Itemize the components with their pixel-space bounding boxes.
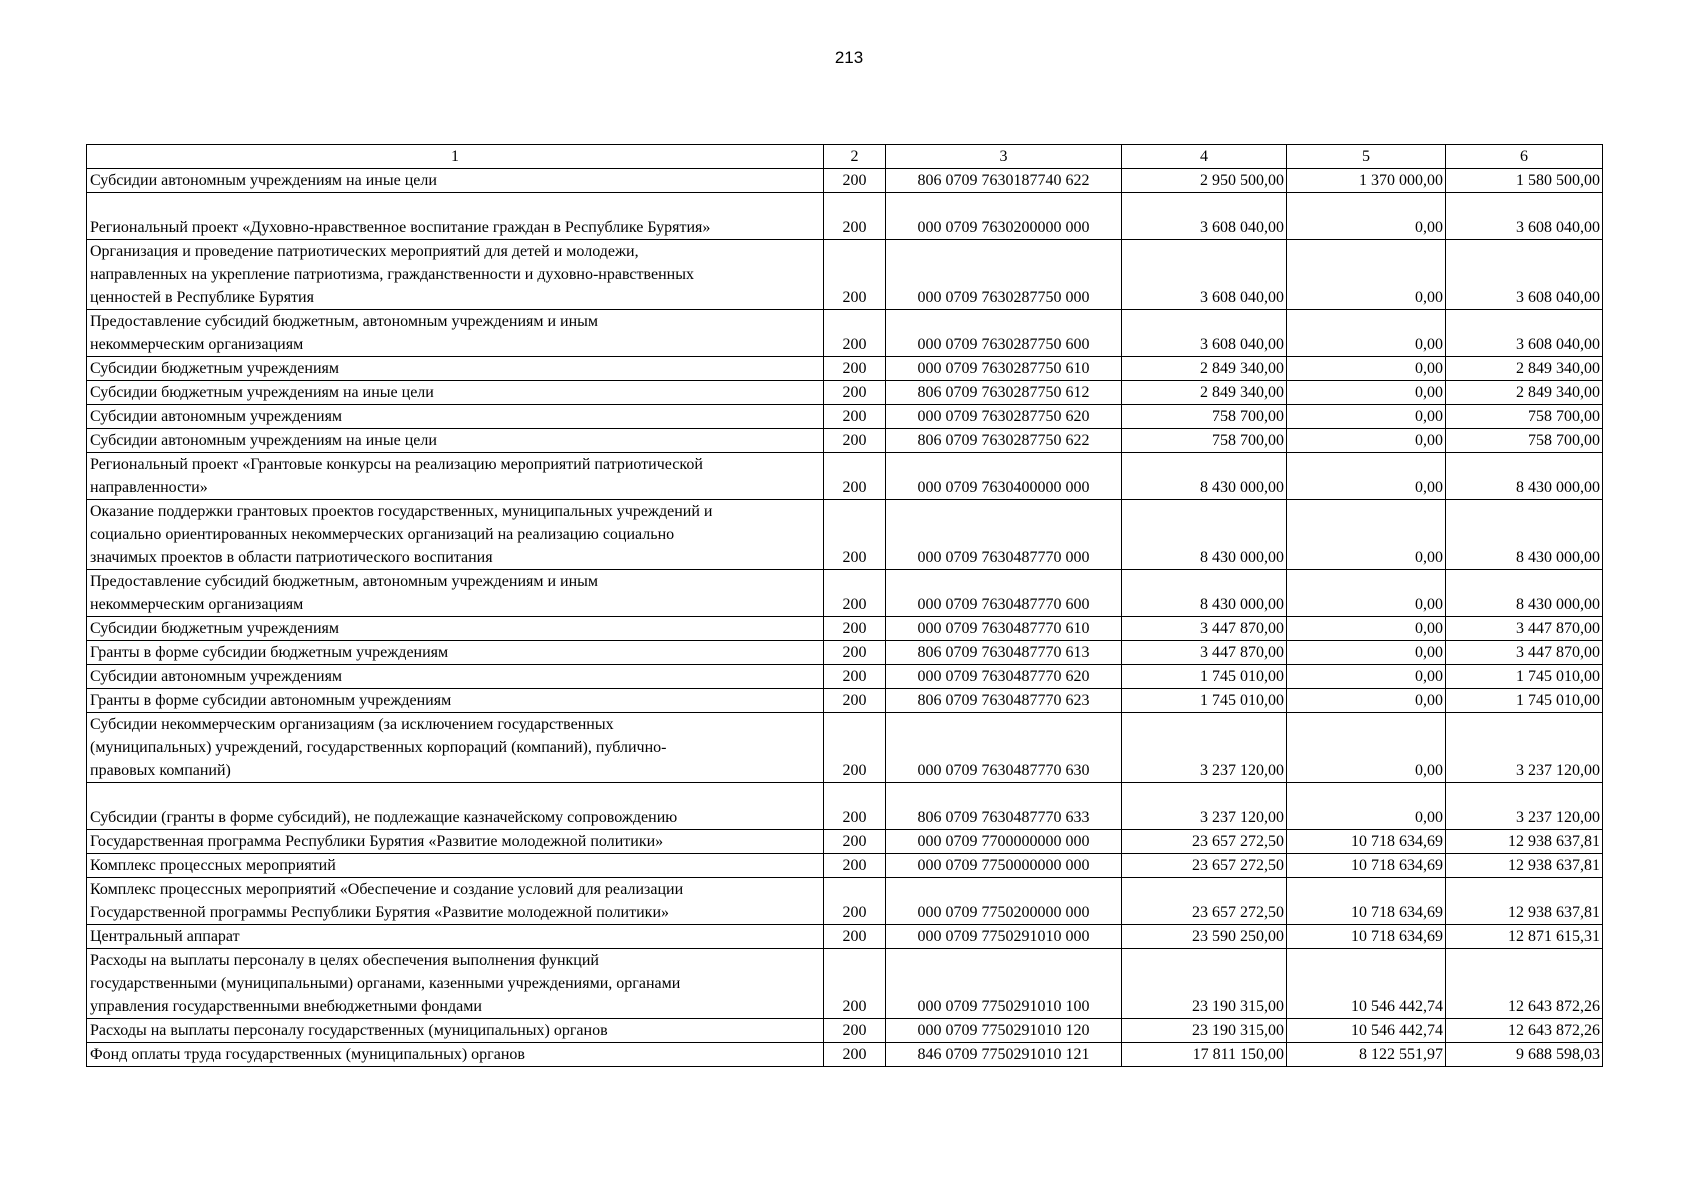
row-rc-cell: 200 xyxy=(824,713,886,783)
row-name-cell: Расходы на выплаты персоналу в целях обеспечения выполнения функций государственными (муниципальными) органами, казенными учреждениями, органами управления государственными внебюджетными фондами xyxy=(87,949,824,1019)
row-value-col4: 3 447 870,00 xyxy=(1122,617,1287,641)
row-rc-cell: 200 xyxy=(824,500,886,570)
table-row xyxy=(87,783,1603,830)
row-rc-cell: 200 xyxy=(824,357,886,381)
row-value-col6: 1 745 010,00 xyxy=(1446,665,1603,689)
column-header-6: 6 xyxy=(1446,145,1603,169)
row-rc-cell: 200 xyxy=(824,169,886,193)
row-code-cell: 000 0709 7630287750 620 xyxy=(886,405,1122,429)
row-code-cell: 000 0709 7750291010 000 xyxy=(886,925,1122,949)
table-row xyxy=(87,1019,1603,1043)
row-code-cell: 000 0709 7630487770 630 xyxy=(886,713,1122,783)
row-value-col4: 1 745 010,00 xyxy=(1122,665,1287,689)
row-value-col6: 3 608 040,00 xyxy=(1446,240,1603,310)
column-header-2: 2 xyxy=(824,145,886,169)
row-name-cell: Субсидии некоммерческим организациям (за исключением государственных (муниципальных) учреждений, государственных корпораций (компаний), публично- правовых компаний) xyxy=(87,713,824,783)
table-row xyxy=(87,830,1603,854)
row-rc-cell: 200 xyxy=(824,453,886,500)
row-value-col6: 12 643 872,26 xyxy=(1446,949,1603,1019)
row-value-col5: 10 718 634,69 xyxy=(1287,878,1446,925)
column-header-5: 5 xyxy=(1287,145,1446,169)
row-name-cell: Комплекс процессных мероприятий xyxy=(87,854,824,878)
row-name-cell: Региональный проект «Грантовые конкурсы на реализацию мероприятий патриотической направленности» xyxy=(87,453,824,500)
row-name-cell: Фонд оплаты труда государственных (муниципальных) органов xyxy=(87,1043,824,1067)
row-name-cell: Гранты в форме субсидии бюджетным учреждениям xyxy=(87,641,824,665)
row-value-col6: 8 430 000,00 xyxy=(1446,453,1603,500)
row-value-col4: 23 657 272,50 xyxy=(1122,830,1287,854)
table-row xyxy=(87,453,1603,500)
row-name-cell: Государственная программа Республики Бурятия «Развитие молодежной политики» xyxy=(87,830,824,854)
row-value-col4: 3 608 040,00 xyxy=(1122,193,1287,240)
row-code-cell: 000 0709 7630200000 000 xyxy=(886,193,1122,240)
table-row xyxy=(87,949,1603,1019)
row-value-col5: 0,00 xyxy=(1287,429,1446,453)
row-value-col5: 0,00 xyxy=(1287,310,1446,357)
table-row xyxy=(87,429,1603,453)
table-header-row xyxy=(87,145,1603,169)
row-rc-cell: 200 xyxy=(824,310,886,357)
row-code-cell: 846 0709 7750291010 121 xyxy=(886,1043,1122,1067)
row-code-cell: 806 0709 7630487770 623 xyxy=(886,689,1122,713)
row-value-col6: 3 447 870,00 xyxy=(1446,641,1603,665)
row-rc-cell: 200 xyxy=(824,830,886,854)
row-code-cell: 000 0709 7750291010 100 xyxy=(886,949,1122,1019)
row-rc-cell: 200 xyxy=(824,193,886,240)
row-value-col4: 2 950 500,00 xyxy=(1122,169,1287,193)
row-rc-cell: 200 xyxy=(824,641,886,665)
table-row xyxy=(87,925,1603,949)
row-value-col4: 17 811 150,00 xyxy=(1122,1043,1287,1067)
row-rc-cell: 200 xyxy=(824,405,886,429)
row-code-cell: 000 0709 7630287750 610 xyxy=(886,357,1122,381)
row-rc-cell: 200 xyxy=(824,854,886,878)
row-name-cell: Субсидии бюджетным учреждениям на иные цели xyxy=(87,381,824,405)
row-value-col5: 0,00 xyxy=(1287,689,1446,713)
row-name-cell: Предоставление субсидий бюджетным, автономным учреждениям и иным некоммерческим организациям xyxy=(87,570,824,617)
table-row xyxy=(87,310,1603,357)
row-rc-cell: 200 xyxy=(824,381,886,405)
row-value-col6: 3 237 120,00 xyxy=(1446,713,1603,783)
row-code-cell: 000 0709 7750291010 120 xyxy=(886,1019,1122,1043)
row-code-cell: 000 0709 7750000000 000 xyxy=(886,854,1122,878)
row-value-col5: 0,00 xyxy=(1287,240,1446,310)
row-value-col5: 0,00 xyxy=(1287,381,1446,405)
budget-table xyxy=(86,144,1603,1067)
row-value-col5: 0,00 xyxy=(1287,617,1446,641)
row-value-col6: 12 643 872,26 xyxy=(1446,1019,1603,1043)
row-name-cell: Региональный проект «Духовно-нравственное воспитание граждан в Республике Бурятия» xyxy=(87,193,824,240)
table-row xyxy=(87,854,1603,878)
row-code-cell: 806 0709 7630287750 622 xyxy=(886,429,1122,453)
row-code-cell: 000 0709 7630287750 000 xyxy=(886,240,1122,310)
row-name-cell: Субсидии автономным учреждениям xyxy=(87,405,824,429)
table-row xyxy=(87,689,1603,713)
row-value-col6: 12 938 637,81 xyxy=(1446,854,1603,878)
row-value-col5: 0,00 xyxy=(1287,641,1446,665)
table-body xyxy=(87,169,1603,1067)
column-header-4: 4 xyxy=(1122,145,1287,169)
table-row xyxy=(87,381,1603,405)
row-value-col5: 8 122 551,97 xyxy=(1287,1043,1446,1067)
row-name-cell: Организация и проведение патриотических мероприятий для детей и молодежи, направленных на укрепление патриотизма, гражданственности и духовно-нравственных ценностей в Республике Бурятия xyxy=(87,240,824,310)
row-value-col6: 12 938 637,81 xyxy=(1446,878,1603,925)
table-row xyxy=(87,878,1603,925)
row-name-cell: Комплекс процессных мероприятий «Обеспечение и создание условий для реализации Государственной программы Республики Бурятия «Развитие молодежной политики» xyxy=(87,878,824,925)
row-value-col6: 2 849 340,00 xyxy=(1446,381,1603,405)
row-code-cell: 806 0709 7630487770 613 xyxy=(886,641,1122,665)
row-value-col4: 3 608 040,00 xyxy=(1122,240,1287,310)
row-value-col4: 3 447 870,00 xyxy=(1122,641,1287,665)
row-value-col4: 758 700,00 xyxy=(1122,429,1287,453)
row-value-col5: 1 370 000,00 xyxy=(1287,169,1446,193)
row-name-cell: Субсидии бюджетным учреждениям xyxy=(87,357,824,381)
row-value-col6: 758 700,00 xyxy=(1446,429,1603,453)
row-value-col5: 10 718 634,69 xyxy=(1287,925,1446,949)
row-rc-cell: 200 xyxy=(824,429,886,453)
row-value-col6: 12 871 615,31 xyxy=(1446,925,1603,949)
row-rc-cell: 200 xyxy=(824,240,886,310)
row-value-col4: 1 745 010,00 xyxy=(1122,689,1287,713)
column-header-1: 1 xyxy=(87,145,824,169)
row-name-cell: Субсидии (гранты в форме субсидий), не подлежащие казначейскому сопровождению xyxy=(87,783,824,830)
row-value-col4: 3 608 040,00 xyxy=(1122,310,1287,357)
row-rc-cell: 200 xyxy=(824,1019,886,1043)
row-value-col4: 8 430 000,00 xyxy=(1122,500,1287,570)
row-value-col6: 1 580 500,00 xyxy=(1446,169,1603,193)
column-header-3: 3 xyxy=(886,145,1122,169)
row-value-col5: 0,00 xyxy=(1287,500,1446,570)
row-rc-cell: 200 xyxy=(824,949,886,1019)
row-value-col6: 9 688 598,03 xyxy=(1446,1043,1603,1067)
row-code-cell: 000 0709 7700000000 000 xyxy=(886,830,1122,854)
row-rc-cell: 200 xyxy=(824,617,886,641)
row-name-cell: Предоставление субсидий бюджетным, автономным учреждениям и иным некоммерческим организациям xyxy=(87,310,824,357)
row-value-col4: 3 237 120,00 xyxy=(1122,713,1287,783)
row-value-col4: 23 657 272,50 xyxy=(1122,854,1287,878)
row-value-col4: 23 190 315,00 xyxy=(1122,949,1287,1019)
row-code-cell: 806 0709 7630487770 633 xyxy=(886,783,1122,830)
row-code-cell: 806 0709 7630287750 612 xyxy=(886,381,1122,405)
page-number: 213 xyxy=(834,48,864,67)
row-code-cell: 000 0709 7630400000 000 xyxy=(886,453,1122,500)
row-code-cell: 000 0709 7630487770 620 xyxy=(886,665,1122,689)
table-row xyxy=(87,665,1603,689)
table-row xyxy=(87,500,1603,570)
row-value-col4: 23 657 272,50 xyxy=(1122,878,1287,925)
row-value-col6: 3 608 040,00 xyxy=(1446,193,1603,240)
row-value-col6: 758 700,00 xyxy=(1446,405,1603,429)
row-value-col4: 2 849 340,00 xyxy=(1122,381,1287,405)
row-value-col6: 3 237 120,00 xyxy=(1446,783,1603,830)
table-row xyxy=(87,405,1603,429)
row-value-col6: 12 938 637,81 xyxy=(1446,830,1603,854)
row-name-cell: Субсидии автономным учреждениям на иные цели xyxy=(87,169,824,193)
row-rc-cell: 200 xyxy=(824,689,886,713)
row-rc-cell: 200 xyxy=(824,665,886,689)
row-value-col4: 2 849 340,00 xyxy=(1122,357,1287,381)
row-value-col4: 8 430 000,00 xyxy=(1122,570,1287,617)
row-value-col6: 1 745 010,00 xyxy=(1446,689,1603,713)
row-value-col6: 8 430 000,00 xyxy=(1446,500,1603,570)
row-value-col5: 0,00 xyxy=(1287,570,1446,617)
row-value-col4: 23 590 250,00 xyxy=(1122,925,1287,949)
row-name-cell: Гранты в форме субсидии автономным учреждениям xyxy=(87,689,824,713)
row-name-cell: Субсидии автономным учреждениям на иные цели xyxy=(87,429,824,453)
row-rc-cell: 200 xyxy=(824,1043,886,1067)
row-rc-cell: 200 xyxy=(824,878,886,925)
row-value-col6: 8 430 000,00 xyxy=(1446,570,1603,617)
row-code-cell: 000 0709 7630487770 000 xyxy=(886,500,1122,570)
row-value-col5: 10 718 634,69 xyxy=(1287,830,1446,854)
row-rc-cell: 200 xyxy=(824,925,886,949)
row-value-col5: 10 718 634,69 xyxy=(1287,854,1446,878)
row-value-col6: 2 849 340,00 xyxy=(1446,357,1603,381)
table-row xyxy=(87,713,1603,783)
table-row xyxy=(87,193,1603,240)
row-value-col4: 23 190 315,00 xyxy=(1122,1019,1287,1043)
row-value-col5: 0,00 xyxy=(1287,405,1446,429)
table-row xyxy=(87,1043,1603,1067)
row-value-col4: 758 700,00 xyxy=(1122,405,1287,429)
table-row xyxy=(87,357,1603,381)
row-name-cell: Субсидии бюджетным учреждениям xyxy=(87,617,824,641)
row-value-col6: 3 608 040,00 xyxy=(1446,310,1603,357)
row-value-col5: 0,00 xyxy=(1287,357,1446,381)
row-value-col5: 0,00 xyxy=(1287,665,1446,689)
row-rc-cell: 200 xyxy=(824,570,886,617)
row-value-col5: 0,00 xyxy=(1287,453,1446,500)
table-row xyxy=(87,617,1603,641)
row-name-cell: Центральный аппарат xyxy=(87,925,824,949)
row-code-cell: 806 0709 7630187740 622 xyxy=(886,169,1122,193)
row-value-col5: 0,00 xyxy=(1287,193,1446,240)
row-name-cell: Оказание поддержки грантовых проектов государственных, муниципальных учреждений и социально ориентированных некоммерческих организаций на реализацию социально значимых проектов в области патриотического воспитания xyxy=(87,500,824,570)
table-row xyxy=(87,641,1603,665)
row-value-col5: 10 546 442,74 xyxy=(1287,949,1446,1019)
table-row xyxy=(87,240,1603,310)
row-name-cell: Расходы на выплаты персоналу государственных (муниципальных) органов xyxy=(87,1019,824,1043)
row-name-cell: Субсидии автономным учреждениям xyxy=(87,665,824,689)
row-value-col5: 0,00 xyxy=(1287,783,1446,830)
row-code-cell: 000 0709 7750200000 000 xyxy=(886,878,1122,925)
row-rc-cell: 200 xyxy=(824,783,886,830)
row-code-cell: 000 0709 7630487770 600 xyxy=(886,570,1122,617)
row-code-cell: 000 0709 7630487770 610 xyxy=(886,617,1122,641)
row-value-col5: 0,00 xyxy=(1287,713,1446,783)
table-row xyxy=(87,570,1603,617)
row-code-cell: 000 0709 7630287750 600 xyxy=(886,310,1122,357)
row-value-col6: 3 447 870,00 xyxy=(1446,617,1603,641)
row-value-col4: 3 237 120,00 xyxy=(1122,783,1287,830)
table-row xyxy=(87,169,1603,193)
row-value-col4: 8 430 000,00 xyxy=(1122,453,1287,500)
row-value-col5: 10 546 442,74 xyxy=(1287,1019,1446,1043)
